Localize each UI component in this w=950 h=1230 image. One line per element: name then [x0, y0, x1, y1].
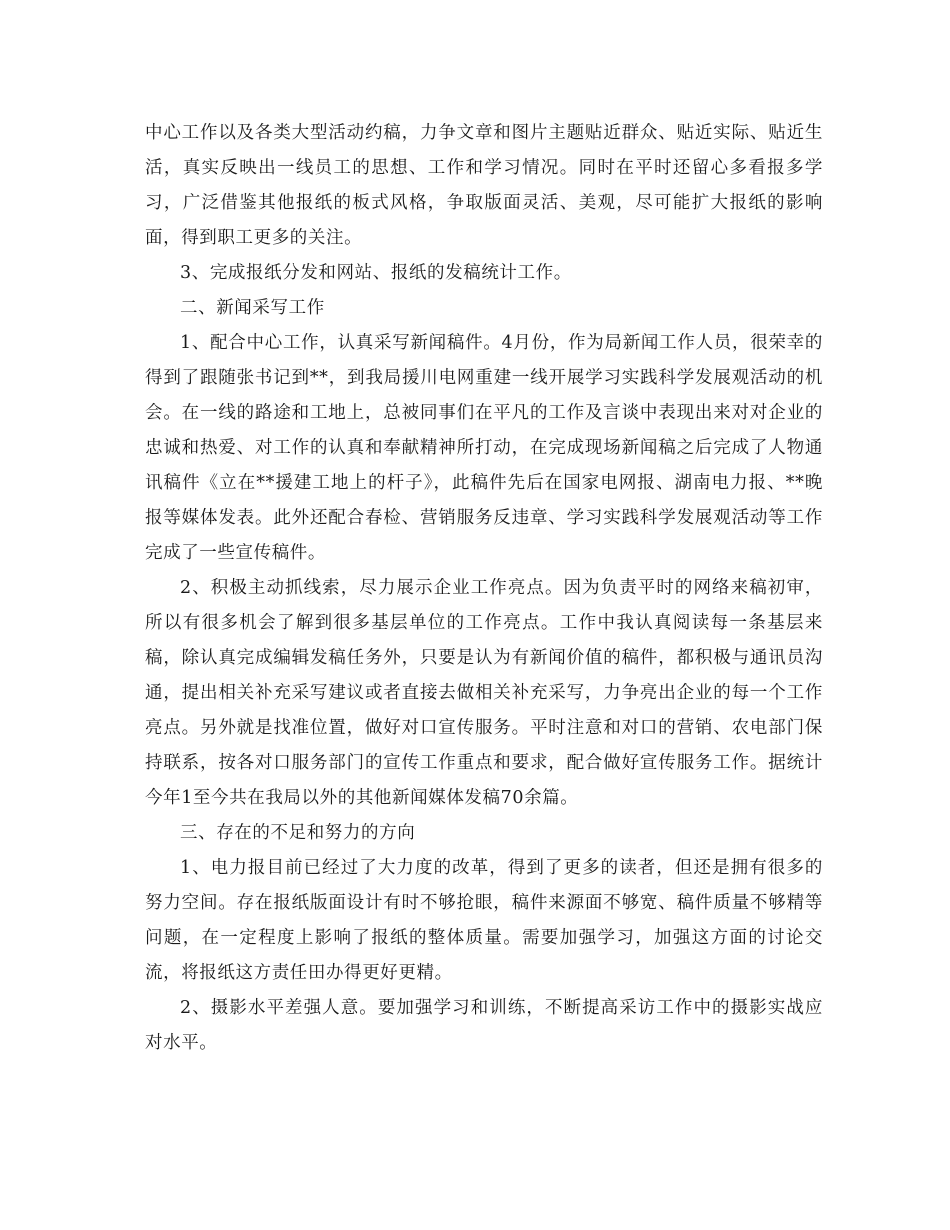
paragraph: 2、积极主动抓线索，尽力展示企业工作亮点。因为负责平时的网络来稿初审，所以有很多机会了解到很多基层单位的工作亮点。工作中我认真阅读每一条基层来稿，除认真完成编辑发稿任务外，只要是认为有新闻价值的稿件，都积极与通讯员沟通，提出相关补充采写建议或者直接去做相关补充采写，力争亮出企业的每一个工作亮点。另外就是找准位置，做好对口宣传服务。平时注意和对口的营销、农电部门保持联系，按各对口服务部门的宣传工作重点和要求，配合做好宣传服务工作。据统计今年1至今共在我局以外的其他新闻媒体发稿70余篇。 [145, 578, 823, 808]
paragraph: 1、配合中心工作，认真采写新闻稿件。4月份，作为局新闻工作人员，很荣幸的得到了跟随张书记到**，到我局援川电网重建一线开展学习实践科学发展观活动的机会。在一线的路途和工地上，总被同事们在平凡的工作及言谈中表现出来对对企业的忠诚和热爱、对工作的认真和奉献精神所打动，在完成现场新闻稿之后完成了人物通讯稿件《立在**援建工地上的杆子》，此稿件先后在国家电网报、湖南电力报、**晚报等媒体发表。此外还配合春检、营销服务反违章、学习实践科学发展观活动等工作完成了一些宣传稿件。 [145, 333, 823, 563]
paragraph: 中心工作以及各类大型活动约稿，力争文章和图片主题贴近群众、贴近实际、贴近生活，真实反映出一线员工的思想、工作和学习情况。同时在平时还留心多看报多学习，广泛借鉴其他报纸的板式风格，争取版面灵活、美观，尽可能扩大报纸的影响面，得到职工更多的关注。 [145, 123, 823, 248]
section-heading: 二、新闻采写工作 [180, 298, 325, 318]
paragraph: 2、摄影水平差强人意。要加强学习和训练，不断提高采访工作中的摄影实战应对水平。 [145, 998, 823, 1053]
paragraph: 3、完成报纸分发和网站、报纸的发稿统计工作。 [180, 263, 572, 283]
section-heading: 三、存在的不足和努力的方向 [180, 823, 416, 843]
paragraph: 1、电力报目前已经过了大力度的改革，得到了更多的读者，但还是拥有很多的努力空间。存在报纸版面设计有时不够抢眼，稿件来源面不够宽、稿件质量不够精等问题，在一定程度上影响了报纸的整体质量。需要加强学习，加强这方面的讨论交流，将报纸这方责任田办得更好更精。 [145, 858, 823, 983]
document-body [145, 116, 823, 1061]
